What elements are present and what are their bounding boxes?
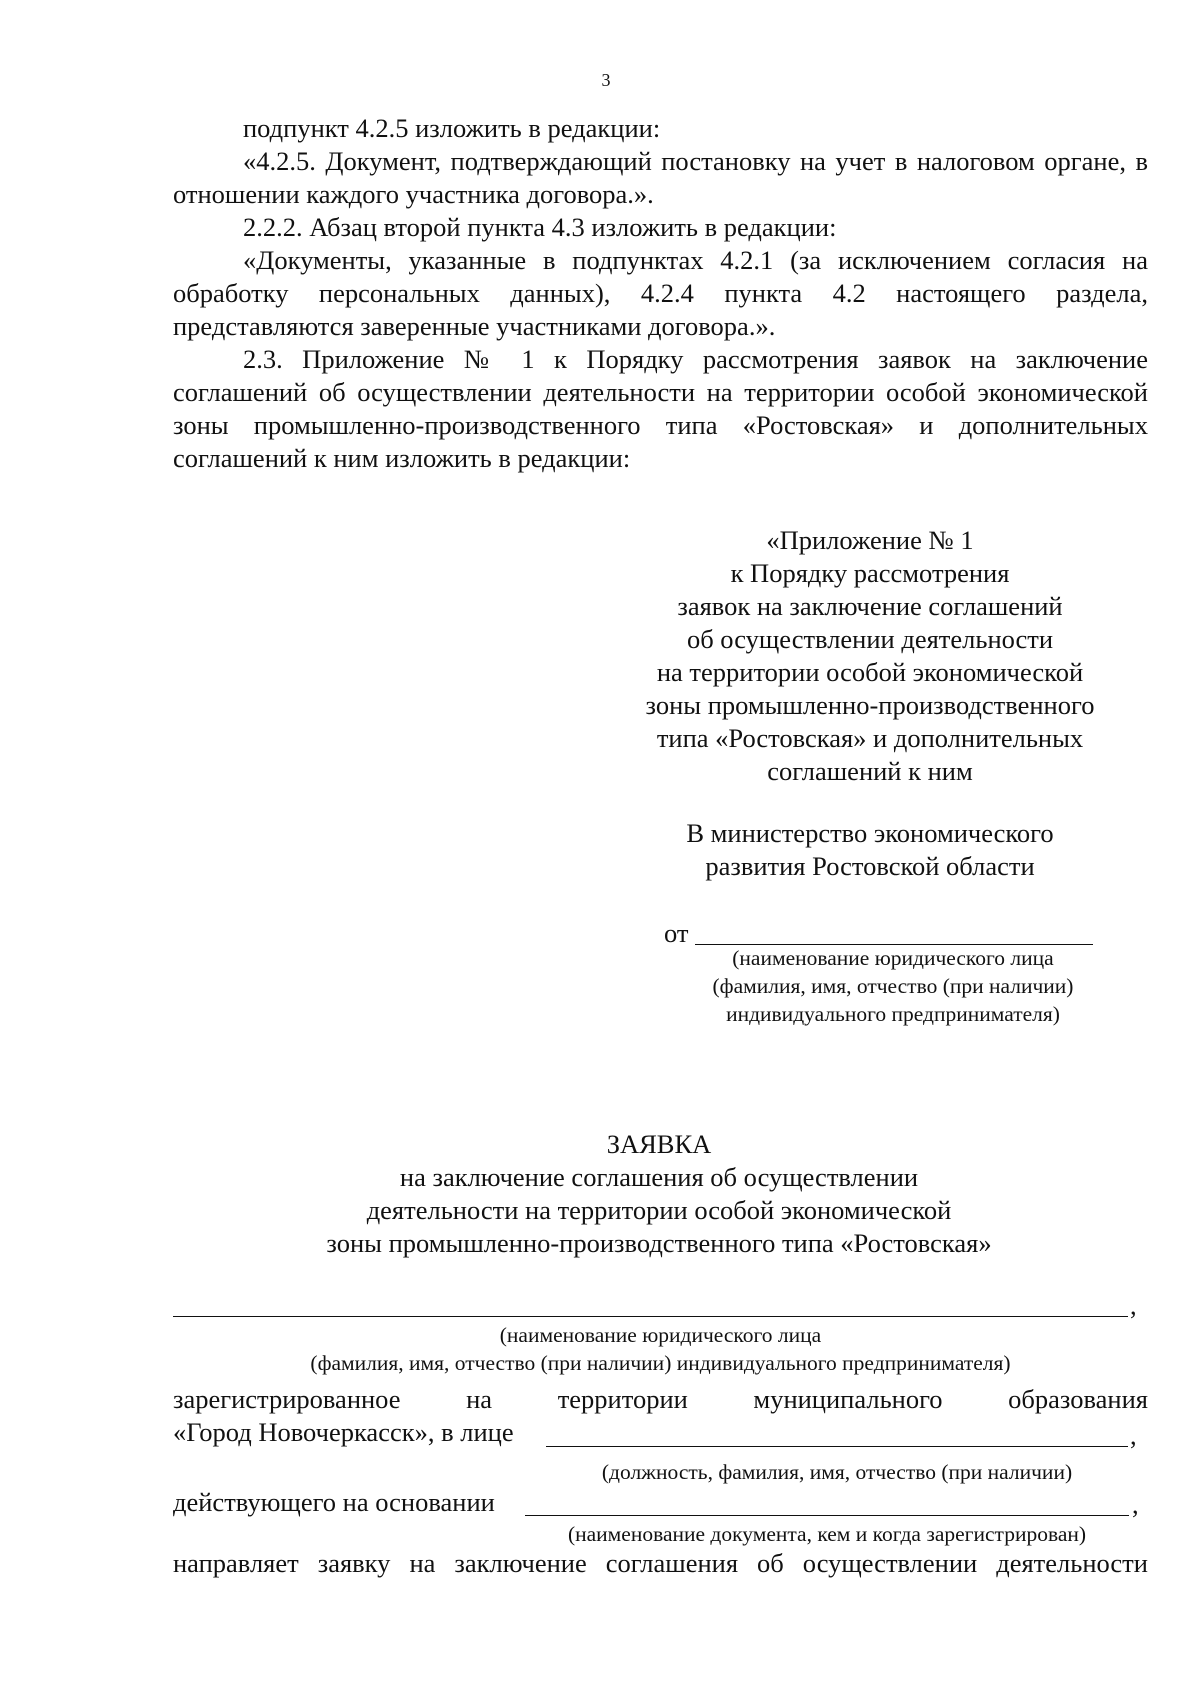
- entity-caption-block: [173, 1321, 1148, 1377]
- comma: ,: [1130, 1290, 1137, 1320]
- word: территории: [557, 1384, 688, 1414]
- entity-name-blank-line: [173, 1316, 1128, 1317]
- application-subtitle-line: деятельности на территории особой экономической: [366, 1195, 952, 1225]
- paragraph-2-3: 2.3. Приложение № 1 к Порядку рассмотрения заявок на заключение соглашений об осуществлении деятельности на территории особой экономической зоны промышленно-производственного типа «Ростовская» и дополнительных соглашений к ним изложить в редакции:: [173, 344, 1148, 473]
- from-caption-line: (фамилия, имя, отчество (при наличии): [712, 974, 1074, 998]
- appendix-line: типа «Ростовская» и дополнительных: [656, 723, 1084, 753]
- word: заключение: [454, 1548, 587, 1578]
- word: направляет: [173, 1548, 299, 1578]
- application-title-block: [0, 1128, 1200, 1260]
- word: на: [466, 1384, 493, 1414]
- page-number: 3: [601, 70, 611, 90]
- from-caption-line: индивидуального предпринимателя): [726, 1002, 1060, 1026]
- application-title: ЗАЯВКА: [606, 1129, 712, 1159]
- registered-line: [173, 1383, 1148, 1416]
- application-subtitle-line: зоны промышленно-производственного типа «Ростовская»: [326, 1228, 992, 1258]
- entity-caption-line: (фамилия, имя, отчество (при наличии) индивидуального предпринимателя): [310, 1351, 1011, 1375]
- word: муниципального: [753, 1384, 943, 1414]
- word: осуществлении: [802, 1548, 978, 1578]
- representative-blank-line: [546, 1446, 1128, 1447]
- appendix-line: на территории особой экономической: [656, 657, 1084, 687]
- comma: ,: [1132, 1489, 1139, 1519]
- appendix-line: заявок на заключение соглашений: [677, 591, 1063, 621]
- addressee-block: [590, 817, 1150, 883]
- word: образования: [1008, 1384, 1148, 1414]
- position-caption: (должность, фамилия, имя, отчество (при наличии): [601, 1460, 1073, 1484]
- application-subtitle-line: на заключение соглашения об осуществлении: [399, 1162, 919, 1192]
- comma: ,: [1130, 1420, 1137, 1450]
- closing-line: [173, 1547, 1148, 1580]
- appendix-line: об осуществлении деятельности: [686, 624, 1054, 654]
- appendix-line: зоны промышленно-производственного: [645, 690, 1095, 720]
- document-caption: (наименование документа, кем и когда зарегистрирован): [567, 1522, 1087, 1546]
- paragraph-2-2-2: 2.2.2. Абзац второй пункта 4.3 изложить в редакции:: [243, 212, 837, 242]
- word: заявку: [317, 1548, 391, 1578]
- basis-blank-line: [525, 1515, 1129, 1516]
- acting-text: действующего на основании: [173, 1487, 495, 1517]
- from-label: от: [664, 918, 689, 948]
- appendix-line: «Приложение № 1: [766, 525, 974, 555]
- from-caption-line: (наименование юридического лица: [732, 946, 1054, 970]
- word: зарегистрированное: [173, 1384, 401, 1414]
- body-text: [173, 112, 1148, 475]
- appendix-header: [590, 524, 1150, 788]
- paragraph-document-tax: «4.2.5. Документ, подтверждающий постановку на учет в налоговом органе, в отношении каждого участника договора.».: [173, 146, 1148, 209]
- addressee-line: развития Ростовской области: [705, 851, 1035, 881]
- appendix-line: к Порядку рассмотрения: [730, 558, 1010, 588]
- city-text: «Город Новочеркасск», в лице: [173, 1417, 514, 1447]
- word: деятельности: [996, 1548, 1148, 1578]
- addressee-line: В министерство экономического: [686, 818, 1054, 848]
- paragraph-subclause: подпункт 4.2.5 изложить в редакции:: [243, 113, 661, 143]
- paragraph-documents-listed: «Документы, указанные в подпунктах 4.2.1 (за исключением согласия на обработку персональных данных), 4.2.4 пункта 4.2 настоящего раздела, представляются заверенные участниками договора.».: [173, 245, 1148, 341]
- word: соглашения: [605, 1548, 739, 1578]
- word: на: [409, 1548, 436, 1578]
- word: об: [757, 1548, 784, 1578]
- entity-caption-line: (наименование юридического лица: [499, 1323, 822, 1347]
- from-caption-block: [683, 944, 1103, 1028]
- appendix-line: соглашений к ним: [767, 756, 973, 786]
